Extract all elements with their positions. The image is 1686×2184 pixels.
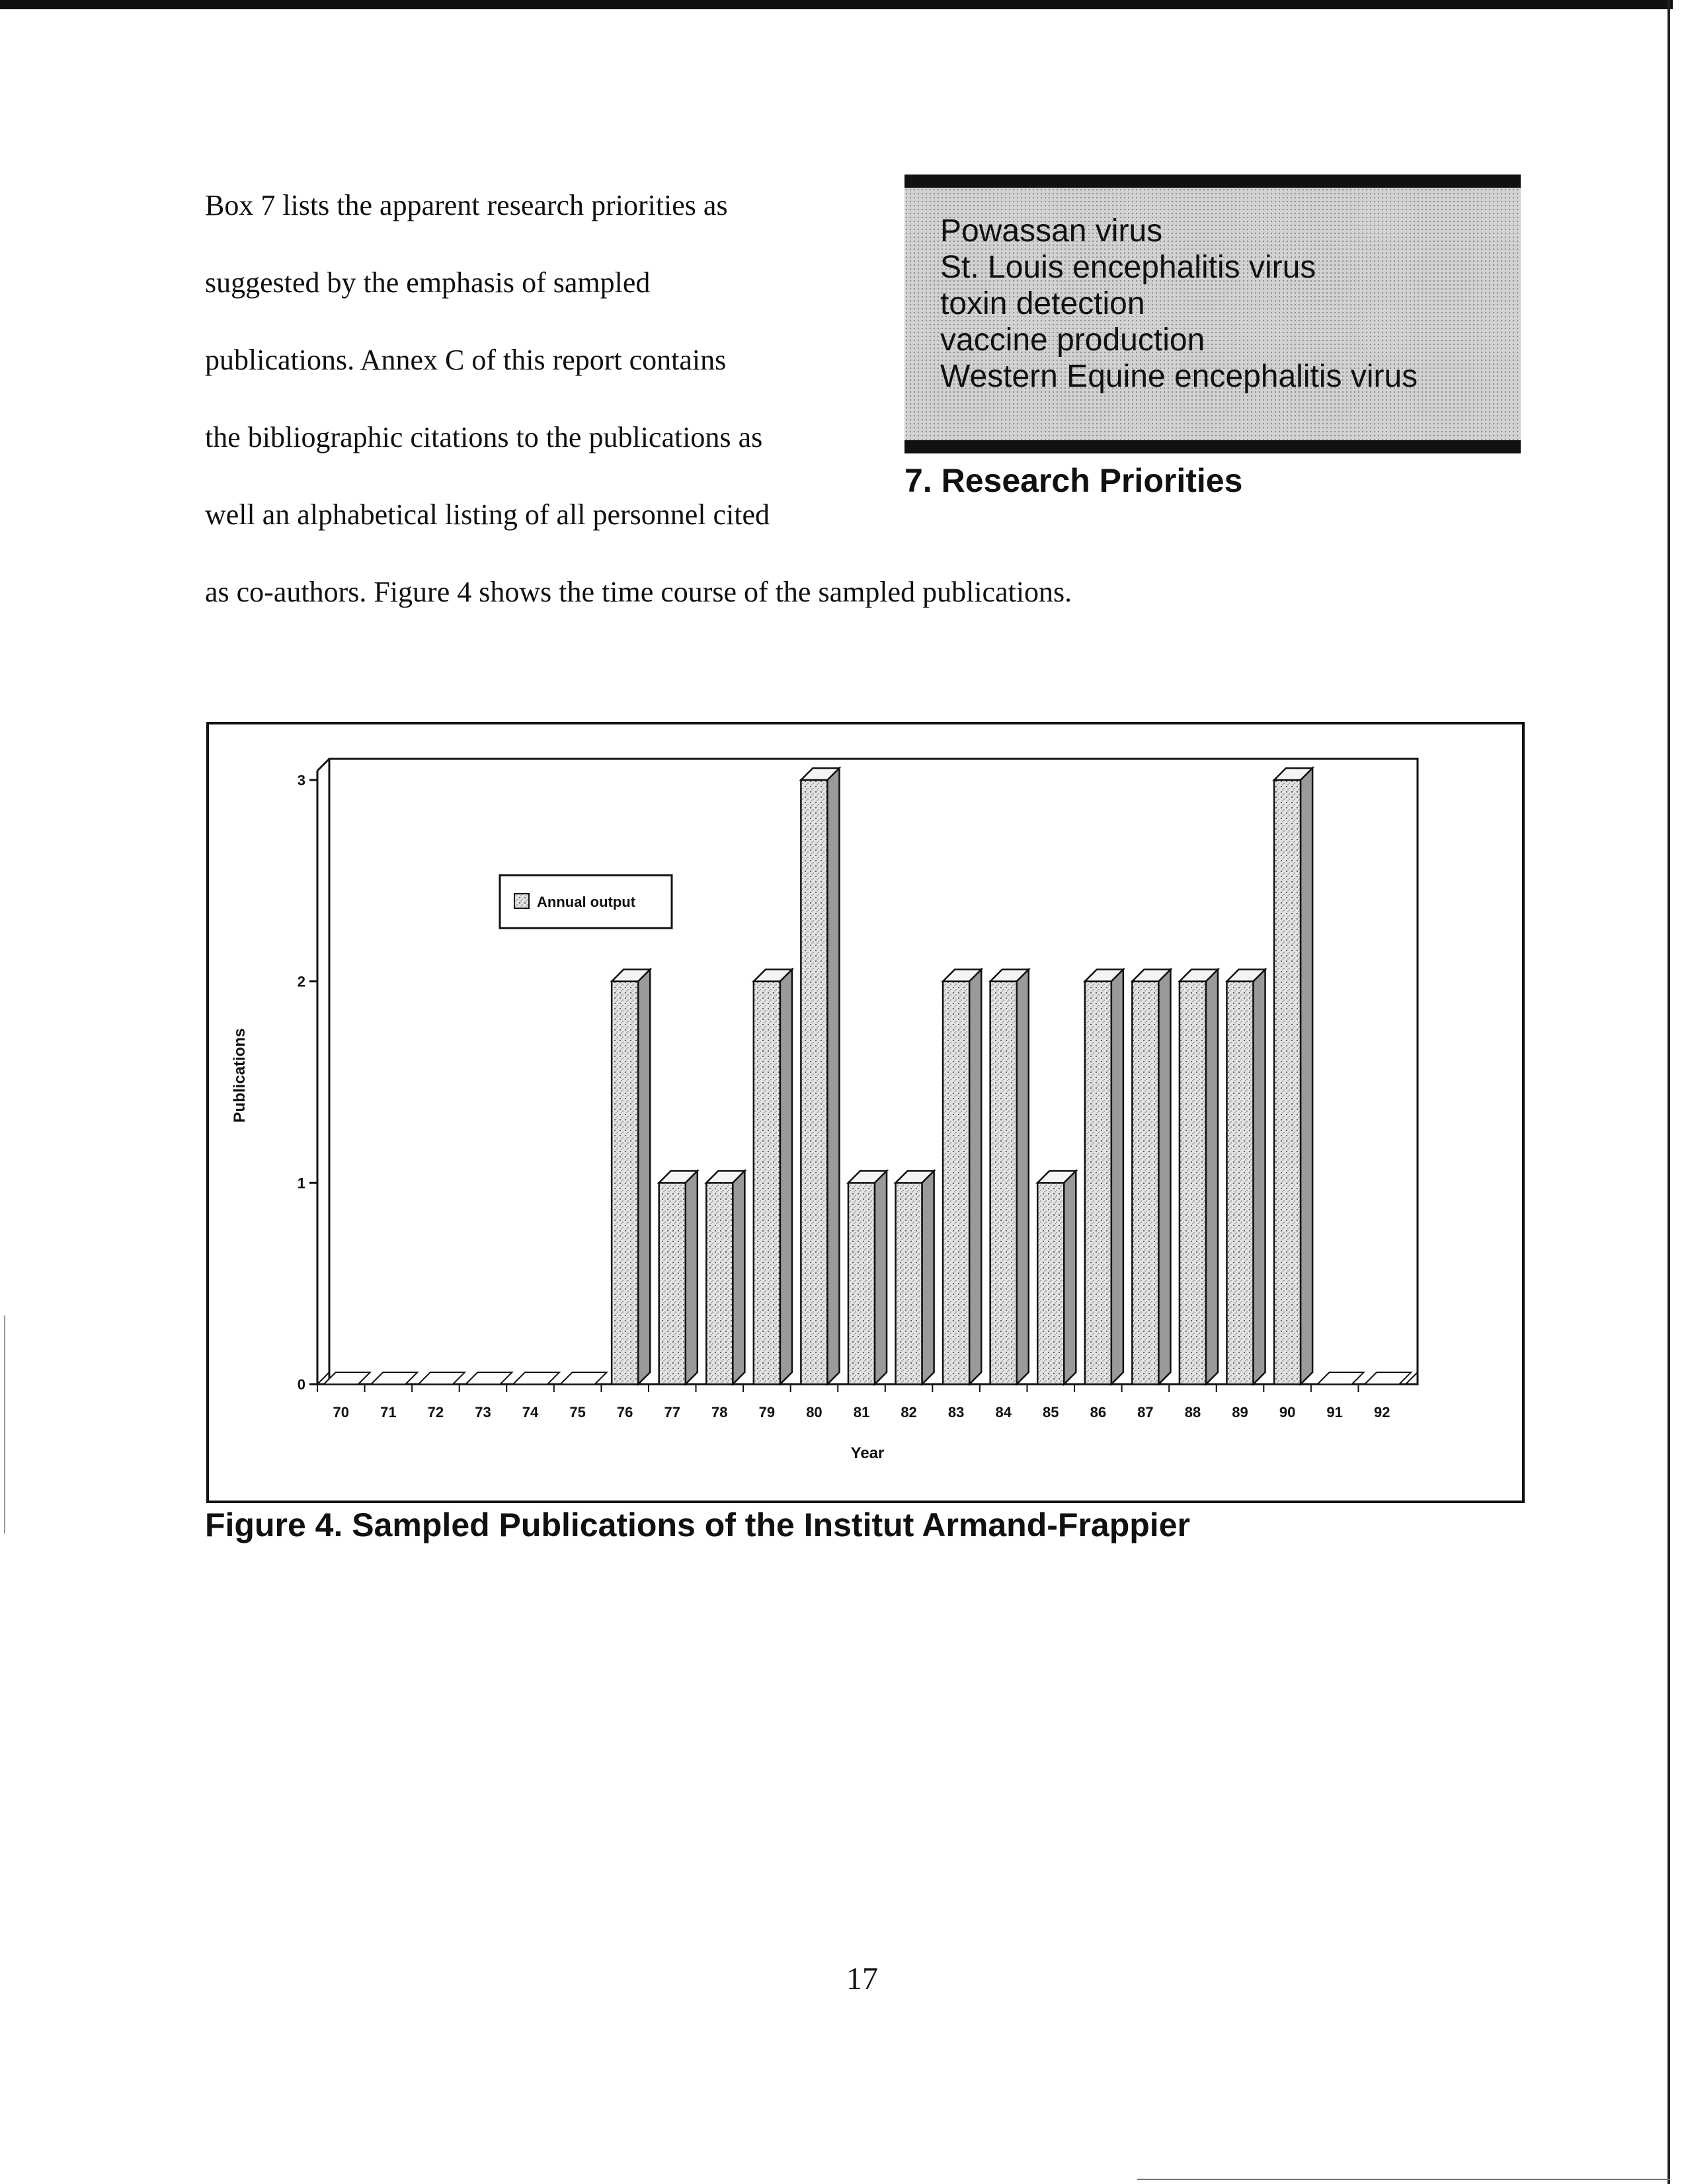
bar-front — [990, 982, 1017, 1384]
x-tick-label: 74 — [522, 1404, 539, 1421]
x-tick-label: 85 — [1043, 1404, 1059, 1421]
x-tick-label: 71 — [380, 1404, 397, 1421]
y-tick-label: 1 — [297, 1175, 305, 1192]
bar-front — [612, 982, 638, 1384]
word: emphasis — [406, 266, 515, 299]
word: the — [205, 421, 241, 453]
bar-zero — [419, 1372, 465, 1384]
word: publications — [588, 421, 731, 453]
word: this — [503, 344, 545, 376]
x-tick-label: 79 — [758, 1404, 776, 1421]
box-top-rule — [904, 175, 1521, 188]
bar-side — [1158, 970, 1170, 1384]
x-axis-title: Year — [850, 1444, 885, 1462]
bar-side — [1206, 970, 1218, 1384]
bar-zero — [371, 1372, 417, 1384]
right-page-edge — [1667, 0, 1670, 2184]
paragraph-line-1 — [205, 167, 873, 244]
y-tick-label: 0 — [297, 1376, 305, 1393]
y-axis-title: Publications — [231, 1028, 249, 1123]
word: as — [738, 421, 763, 453]
bar-side — [638, 970, 650, 1384]
list-item: Western Equine encephalitis virus — [940, 359, 1418, 394]
x-tick-label: 83 — [947, 1404, 965, 1421]
x-tick-label: 91 — [1326, 1404, 1343, 1421]
research-priorities-box — [904, 175, 1521, 460]
bar-side — [780, 970, 792, 1384]
word: research — [487, 189, 584, 221]
list-item: Powassan virus — [940, 214, 1163, 249]
bar-front — [896, 1183, 922, 1384]
bar-side — [969, 970, 981, 1384]
box-caption: 7. Research Priorities — [904, 462, 1243, 499]
bar-side — [733, 1171, 744, 1384]
word: of — [471, 344, 496, 376]
bar-front — [754, 982, 780, 1384]
bar-front — [1037, 1183, 1064, 1384]
bar-front — [1226, 982, 1253, 1384]
word: Box — [205, 189, 254, 221]
paragraph-line-3 — [205, 321, 873, 399]
y-axis-wall-edge — [317, 759, 329, 771]
x-tick-label: 82 — [901, 1404, 917, 1421]
bar-side — [1301, 768, 1312, 1384]
x-tick-label: 70 — [333, 1404, 350, 1421]
top-page-rule — [0, 0, 1673, 9]
word: Annex — [360, 344, 438, 376]
legend-swatch — [514, 894, 529, 908]
word: to — [516, 421, 539, 453]
word: the — [545, 421, 582, 453]
bar-front — [1274, 780, 1301, 1384]
word: of — [522, 266, 546, 299]
word: 7 — [261, 189, 276, 221]
scan-margin-mark — [4, 1315, 5, 1534]
bar-front — [943, 982, 969, 1384]
word: bibliographic — [247, 421, 403, 453]
bar-side — [686, 1171, 698, 1384]
word: citations — [410, 421, 509, 453]
bar-zero — [561, 1372, 607, 1384]
bar-front — [706, 1183, 733, 1384]
word: sampled — [553, 266, 651, 299]
word: the — [337, 189, 373, 221]
x-tick-label: 75 — [569, 1404, 586, 1421]
bar-zero — [324, 1372, 370, 1384]
word: C — [444, 344, 465, 376]
publications-bar-chart — [206, 722, 1525, 1503]
bar-side — [875, 1171, 887, 1384]
word: as — [703, 189, 728, 221]
word: by — [327, 266, 356, 299]
bar-front — [1132, 982, 1158, 1384]
bottom-page-rule — [1137, 2179, 1670, 2180]
x-tick-label: 92 — [1373, 1404, 1390, 1421]
word: lists — [282, 189, 330, 221]
x-tick-label: 84 — [995, 1404, 1012, 1421]
x-tick-label: 72 — [427, 1404, 444, 1421]
bar-zero — [465, 1372, 512, 1384]
paragraph-line-4 — [205, 399, 873, 476]
bar-side — [1254, 970, 1265, 1384]
research-priorities-list — [940, 213, 1418, 395]
figure-caption: Figure 4. Sampled Publications of the Institut Armand-Frappier — [205, 1506, 1190, 1543]
bar-front — [1180, 982, 1206, 1384]
y-tick-label: 3 — [297, 772, 305, 789]
bar-side — [1111, 970, 1123, 1384]
x-tick-label: 81 — [853, 1404, 870, 1421]
box-bottom-rule — [904, 440, 1521, 453]
x-tick-label: 77 — [664, 1404, 680, 1421]
paragraph-line-5: well an alphabetical listing of all personnel cited — [205, 498, 770, 531]
x-tick-label: 78 — [711, 1404, 728, 1421]
bar-side — [922, 1171, 934, 1384]
bar-front — [848, 1183, 875, 1384]
bar-side — [1064, 1171, 1076, 1384]
word: publications. — [205, 344, 355, 376]
word: priorities — [591, 189, 696, 221]
word: contains — [629, 344, 727, 376]
bar-front — [659, 1183, 686, 1384]
x-tick-label: 88 — [1184, 1404, 1201, 1421]
x-tick-label: 87 — [1137, 1404, 1154, 1421]
word: the — [363, 266, 399, 299]
bar-side — [827, 768, 839, 1384]
list-item: toxin detection — [940, 286, 1145, 321]
page-number: 17 — [846, 1961, 878, 1996]
list-item: St. Louis encephalitis virus — [940, 250, 1316, 285]
x-tick-label: 90 — [1279, 1404, 1296, 1421]
bar-zero — [1318, 1372, 1364, 1384]
x-tick-label: 76 — [616, 1404, 633, 1421]
y-tick-label: 2 — [297, 973, 305, 990]
bar-zero — [513, 1372, 559, 1384]
paragraph-line-6: as co-authors. Figure 4 shows the time course of the sampled publications. — [205, 576, 1072, 608]
x-tick-label: 86 — [1090, 1404, 1107, 1421]
x-tick-label: 80 — [806, 1404, 823, 1421]
bar-front — [801, 780, 827, 1384]
list-item: vaccine production — [940, 323, 1205, 358]
word: apparent — [380, 189, 480, 221]
bar-zero — [1365, 1372, 1411, 1384]
x-tick-label: 89 — [1232, 1404, 1248, 1421]
x-tick-label: 73 — [475, 1404, 491, 1421]
legend-label: Annual output — [537, 894, 636, 910]
bar-side — [1017, 970, 1029, 1384]
word: report — [552, 344, 622, 376]
word: suggested — [205, 266, 320, 299]
bar-front — [1085, 982, 1111, 1384]
paragraph-line-2 — [205, 244, 873, 321]
